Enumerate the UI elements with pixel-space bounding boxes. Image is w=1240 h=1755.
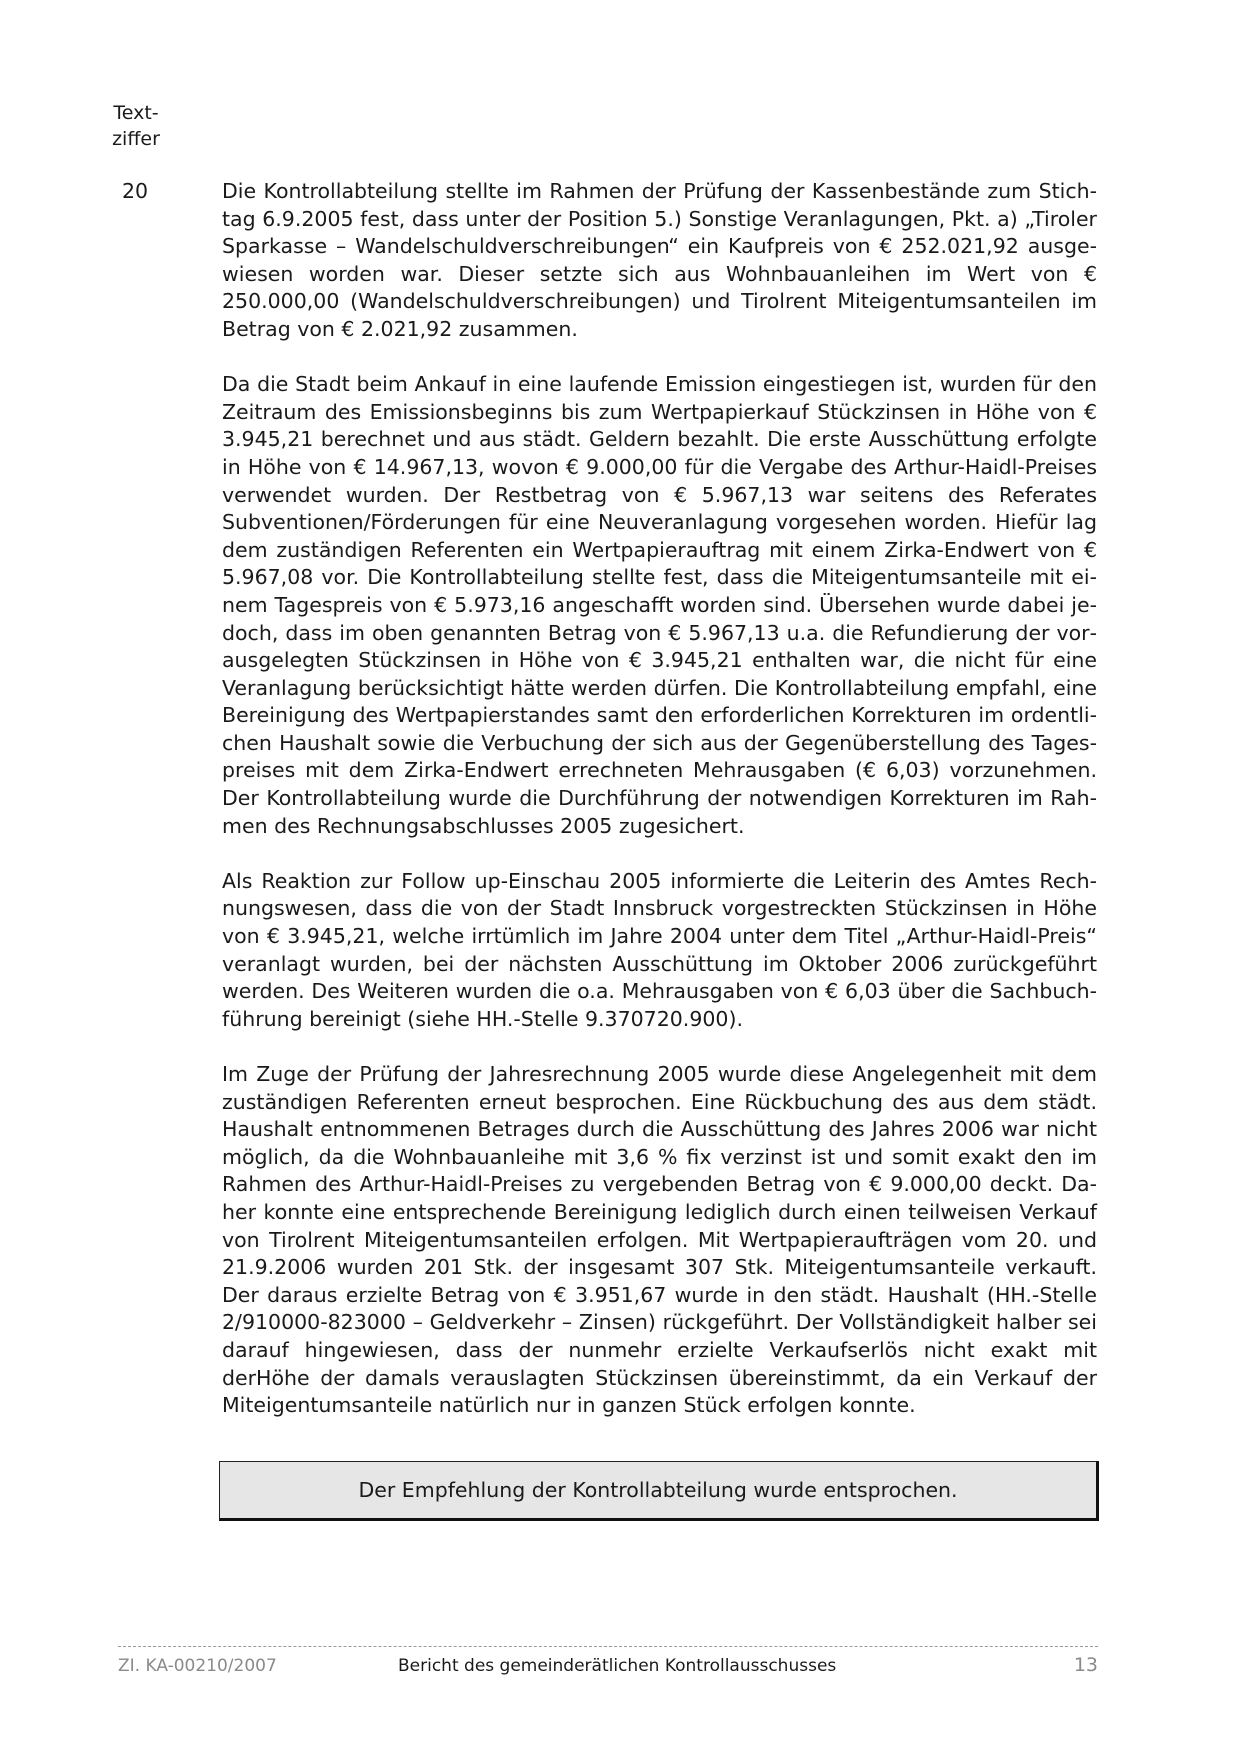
recommendation-result-box [219,1461,1099,1521]
footer-reference: ZI. KA-00210/2007 [118,1656,277,1676]
paragraph-jahresrechnung: Im Zuge der Prüfung der Jahresrechnung 2005 wurde diese Angelegenheit mit dem zuständigen Referenten erneut besprochen. Eine Rückbuchung des aus dem städt. Haushalt entnommenen Betrages durch die Ausschüttung des Jahres 2006 war nicht möglich, da die Wohnbauanleihe mit 3,6 % fix verzinst ist und somit exakt den im Rahmen des Arthur-Haidl-Preises zu vergebenden Betrag von € 9.000,00 deckt. Daher konnte eine entsprechende Bereinigung lediglich durch einen teilweisen Verkauf von Tirolrent Miteigentumsanteilen erfolgen. Mit Wertpapieraufträgen vom 20. und 21.9.2006 wurden 201 Stk. der insgesamt 307 Stk. Miteigentumsanteile verkauft. Der daraus erzielte Betrag von € 3.951,67 wurde in den städt. Haushalt (HH.-Stelle 2/910000-823000 – Geldverkehr – Zinsen) rückgeführt. Der Vollständigkeit halber sei darauf hingewiesen, dass der nunmehr erzielte Verkaufserlös nicht exakt mit derHöhe der damals verauslagten Stückzinsen übereinstimmt, da ein Verkauf der Miteigentumsanteile natürlich nur in ganzen Stück erfolgen konnte. [222,1062,1097,1418]
footer-title: Bericht des gemeinderätlichen Kontrollausschusses [398,1656,837,1676]
page-number: 13 [1073,1654,1098,1676]
textziffer-number: 20 [122,179,149,203]
report-body [222,178,1097,1447]
margin-label-textziffer [108,100,164,152]
margin-label-line2: ziffer [112,128,160,150]
paragraph-kassenbestand: Die Kontrollabteilung stellte im Rahmen der Prüfung der Kassenbestände zum Stichtag 6.9.2005 fest, dass unter der Position 5.) Sonstige Veranlagungen, Pkt. a) „Tiroler Sparkasse – Wandelschuldverschreibungen“ ein Kaufpreis von € 252.021,92 ausgewiesen worden war. Dieser setzte sich aus Wohnbauanleihen im Wert von € 250.000,00 (Wandelschuldverschreibungen) und Tirolrent Miteigentumsanteilen im Betrag von € 2.021,92 zusammen. [222,179,1097,341]
paragraph-stueckzinsen: Da die Stadt beim Ankauf in eine laufende Emission eingestiegen ist, wurden für den Zeitraum des Emissionsbeginns bis zum Wertpapierkauf Stückzinsen in Höhe von € 3.945,21 berechnet und aus städt. Geldern bezahlt. Die erste Ausschüttung erfolgte in Höhe von € 14.967,13, wovon € 9.000,00 für die Vergabe des Arthur-Haidl-Preises verwendet wurden. Der Restbetrag von € 5.967,13 war seitens des Referates Subventionen/Förderungen für eine Neuveranlagung vorgesehen worden. Hiefür lag dem zuständigen Referenten ein Wertpapierauftrag mit einem Zirka-Endwert von € 5.967,08 vor. Die Kontrollabteilung stellte fest, dass die Miteigentumsanteile mit einem Tagespreis von € 5.973,16 angeschafft worden sind. Übersehen wurde dabei jedoch, dass im oben genannten Betrag von € 5.967,13 u.a. die Refundierung der vorausgelegten Stückzinsen in Höhe von € 3.945,21 enthalten war, die nicht für eine Veranlagung berücksichtigt hätte werden dürfen. Die Kontrollabteilung empfahl, eine Bereinigung des Wertpapierstandes samt den erforderlichen Korrekturen im ordentlichen Haushalt sowie die Verbuchung der sich aus der Gegenüberstellung des Tagespreises mit dem Zirka-Endwert errechneten Mehrausgaben (€ 6,03) vorzunehmen. Der Kontrollabteilung wurde die Durchführung der notwendigen Korrekturen im Rahmen des Rechnungsabschlusses 2005 zugesichert. [222,372,1097,838]
margin-label-line1: Text- [113,102,159,124]
footer-divider [118,1646,1098,1647]
recommendation-result-text: Der Empfehlung der Kontrollabteilung wurde entsprochen. [358,1478,958,1502]
paragraph-follow-up: Als Reaktion zur Follow up-Einschau 2005 informierte die Leiterin des Amtes Rechnungswesen, dass die von der Stadt Innsbruck vorgestreckten Stückzinsen in Höhe von € 3.945,21, welche irrtümlich im Jahre 2004 unter dem Titel „Arthur-Haidl-Preis“ veranlagt wurden, bei der nächsten Ausschüttung im Oktober 2006 zurückgeführt werden. Des Weiteren wurden die o.a. Mehrausgaben von € 6,03 über die Sachbuchführung bereinigt (siehe HH.-Stelle 9.370720.900). [222,868,1097,1031]
